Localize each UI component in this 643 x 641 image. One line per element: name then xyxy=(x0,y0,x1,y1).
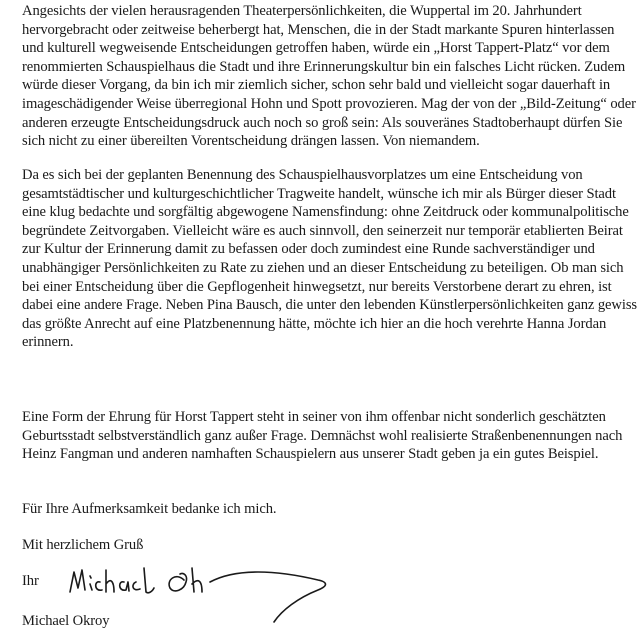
closing-greeting: Mit herzlichem Gruß xyxy=(22,537,144,553)
paragraph-1: Angesichts der vielen herausragenden Theaterpersönlichkeiten, die Wuppertal im 20. Jahrhundert hervorgebracht oder zeitweise beherbergt hat, Menschen, die in der Stadt markante Spuren hinterlassen und kulturell wegweisende Entscheidungen getroffen haben, würde ein „Horst Tappert-Platz“ vor dem renommierten Schauspielhaus die Stadt und ihre Erinnerungskultur bin ein falsches Licht rücken. Zudem würde dieser Vorgang, da bin ich mir ziemlich sicher, schon sehr bald und vielleicht sogar dauerhaft in imageschädigender Weise überregional Hohn und Spott provozieren. Mag der von der „Bild-Zeitung“ oder anderen erzeugte Entscheidungsdruck auch noch so groß sein: Als souveränes Stadtoberhaupt dürfen Sie sich nicht zu einer übereilten Vorentscheidung drängen lassen. Von niemandem. xyxy=(22,3,636,150)
paragraph-4: Für Ihre Aufmerksamkeit bedanke ich mich. xyxy=(22,501,277,517)
closing-ihr: Ihr xyxy=(22,573,39,589)
paragraph-3: Eine Form der Ehrung für Horst Tappert steht in seiner von ihm offenbar nicht sonderlich geschätzten Geburtsstadt selbstverständlich ganz außer Frage. Demnächst wohl realisierte Straßenbenennungen nach Heinz Fangman und anderen namhaften Schauspielern aus unserer Stadt geben ja ein gutes Beispiel. xyxy=(22,409,623,463)
paragraph-2: Da es sich bei der geplanten Benennung des Schauspielhausvorplatzes um eine Entscheidung von gesamtstädtischer und kulturgeschichtlicher Tragweite handelt, wünsche ich mir als Bürger dieser Stadt eine klug bedachte und sorgfältig abgewogene Namensfindung: ohne Zeitdruck oder kommunalpolitische begründete Zeitvorgaben. Vielleicht wäre es auch sinnvoll, den seinerzeit nur temporär etablierten Beirat zur Kultur der Erinnerung damit zu befassen oder doch zumindest eine Runde sachverständiger und unabhängiger Persönlichkeiten zu Rate zu ziehen und an dieser Entscheidung zu beteiligen. Ob man sich bei einer Entscheidung über die Gepflogenheit hinwegsetzt, nur bereits Verstorbene derart zu ehren, ist dabei eine andere Frage. Neben Pina Bausch, die unter den lebenden Künstlerpersönlichkeiten ganz gewiss das größte Anrecht auf eine Platzbenennung hätte, möchte ich hier an die hoch verehrte Hanna Jordan erinnern. xyxy=(22,167,637,351)
handwritten-signature xyxy=(66,558,366,628)
sender-name: Michael Okroy xyxy=(22,613,110,629)
